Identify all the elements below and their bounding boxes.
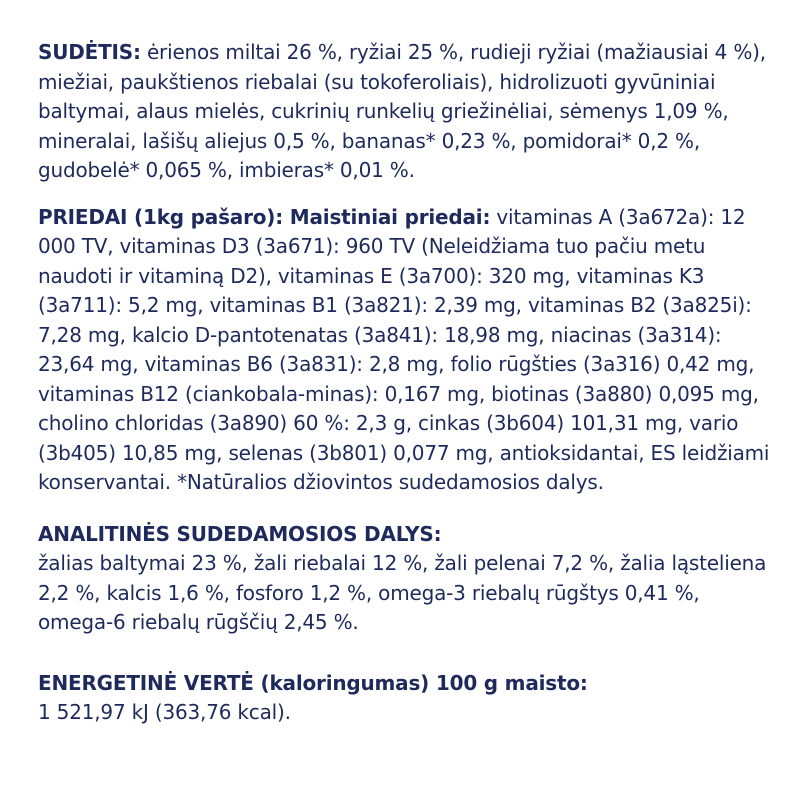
additives-heading: PRIEDAI (1kg pašaro): Maistiniai priedai:	[38, 204, 491, 229]
additives-section	[38, 203, 778, 498]
energy-text: 1 521,97 kJ (363,76 kcal).	[38, 700, 291, 724]
energy-heading: ENERGETINĖ VERTĖ (kaloringumas) 100 g maisto:	[38, 670, 588, 695]
energy-section	[38, 669, 778, 728]
additives-paragraph	[38, 203, 778, 498]
composition-section	[38, 38, 778, 186]
analytical-text: žalias baltymai 23 %, žali riebalai 12 %, žali pelenai 7,2 %, žalia ląsteliena 2,2 %, kalcis 1,6 %, fosforo 1,2 %, omega-3 riebalų rūgštys 0,41 %, omega-6 riebalų rūgščių 2,45 %.	[38, 551, 767, 634]
composition-heading: SUDĖTIS:	[38, 40, 141, 64]
analytical-section	[38, 520, 778, 638]
composition-paragraph	[38, 38, 778, 186]
composition-text: ėrienos miltai 26 %, ryžiai 25 %, rudieji ryžiai (mažiausiai 4 %), miežiai, paukštienos riebalai (su tokoferoliais), hidrolizuoti gyvūniniai baltymai, alaus mielės, cukrinių runkelių griežinėliai, sėmenys 1,09 %, mineralai, lašišų aliejus 0,5 %, bananas* 0,23 %, pomidorai* 0,2 %, gudobelė* 0,065 %, imbieras* 0,01 %.	[38, 40, 766, 182]
ingredients-label	[38, 38, 778, 728]
analytical-heading: ANALITINĖS SUDEDAMOSIOS DALYS:	[38, 521, 442, 546]
additives-text: vitaminas A (3a672a): 12 000 TV, vitaminas D3 (3a671): 960 TV (Neleidžiama tuo pačiu metu naudoti ir vitaminą D2), vitaminas E (3a700): 320 mg, vitaminas K3 (3a711): 5,2 mg, vitaminas B1 (3a821): 2,39 mg, vitaminas B2 (3a825i): 7,28 mg, kalcio D-pantotenatas (3a841): 18,98 mg, niacinas (3a314): 23,64 mg, vitaminas B6 (3a831): 2,8 mg, folio rūgšties (3a316) 0,42 mg, vitaminas B12 (ciankobala-minas): 0,167 mg, biotinas (3a880) 0,095 mg, cholino chloridas (3a890) 60 %: 2,3 g, cinkas (3b604) 101,31 mg, vario (3b405) 10,85 mg, selenas (3b801) 0,077 mg, antioksidantai, ES leidžiami konservantai. *Natūralios džiovintos sudedamosios dalys.	[38, 204, 770, 494]
